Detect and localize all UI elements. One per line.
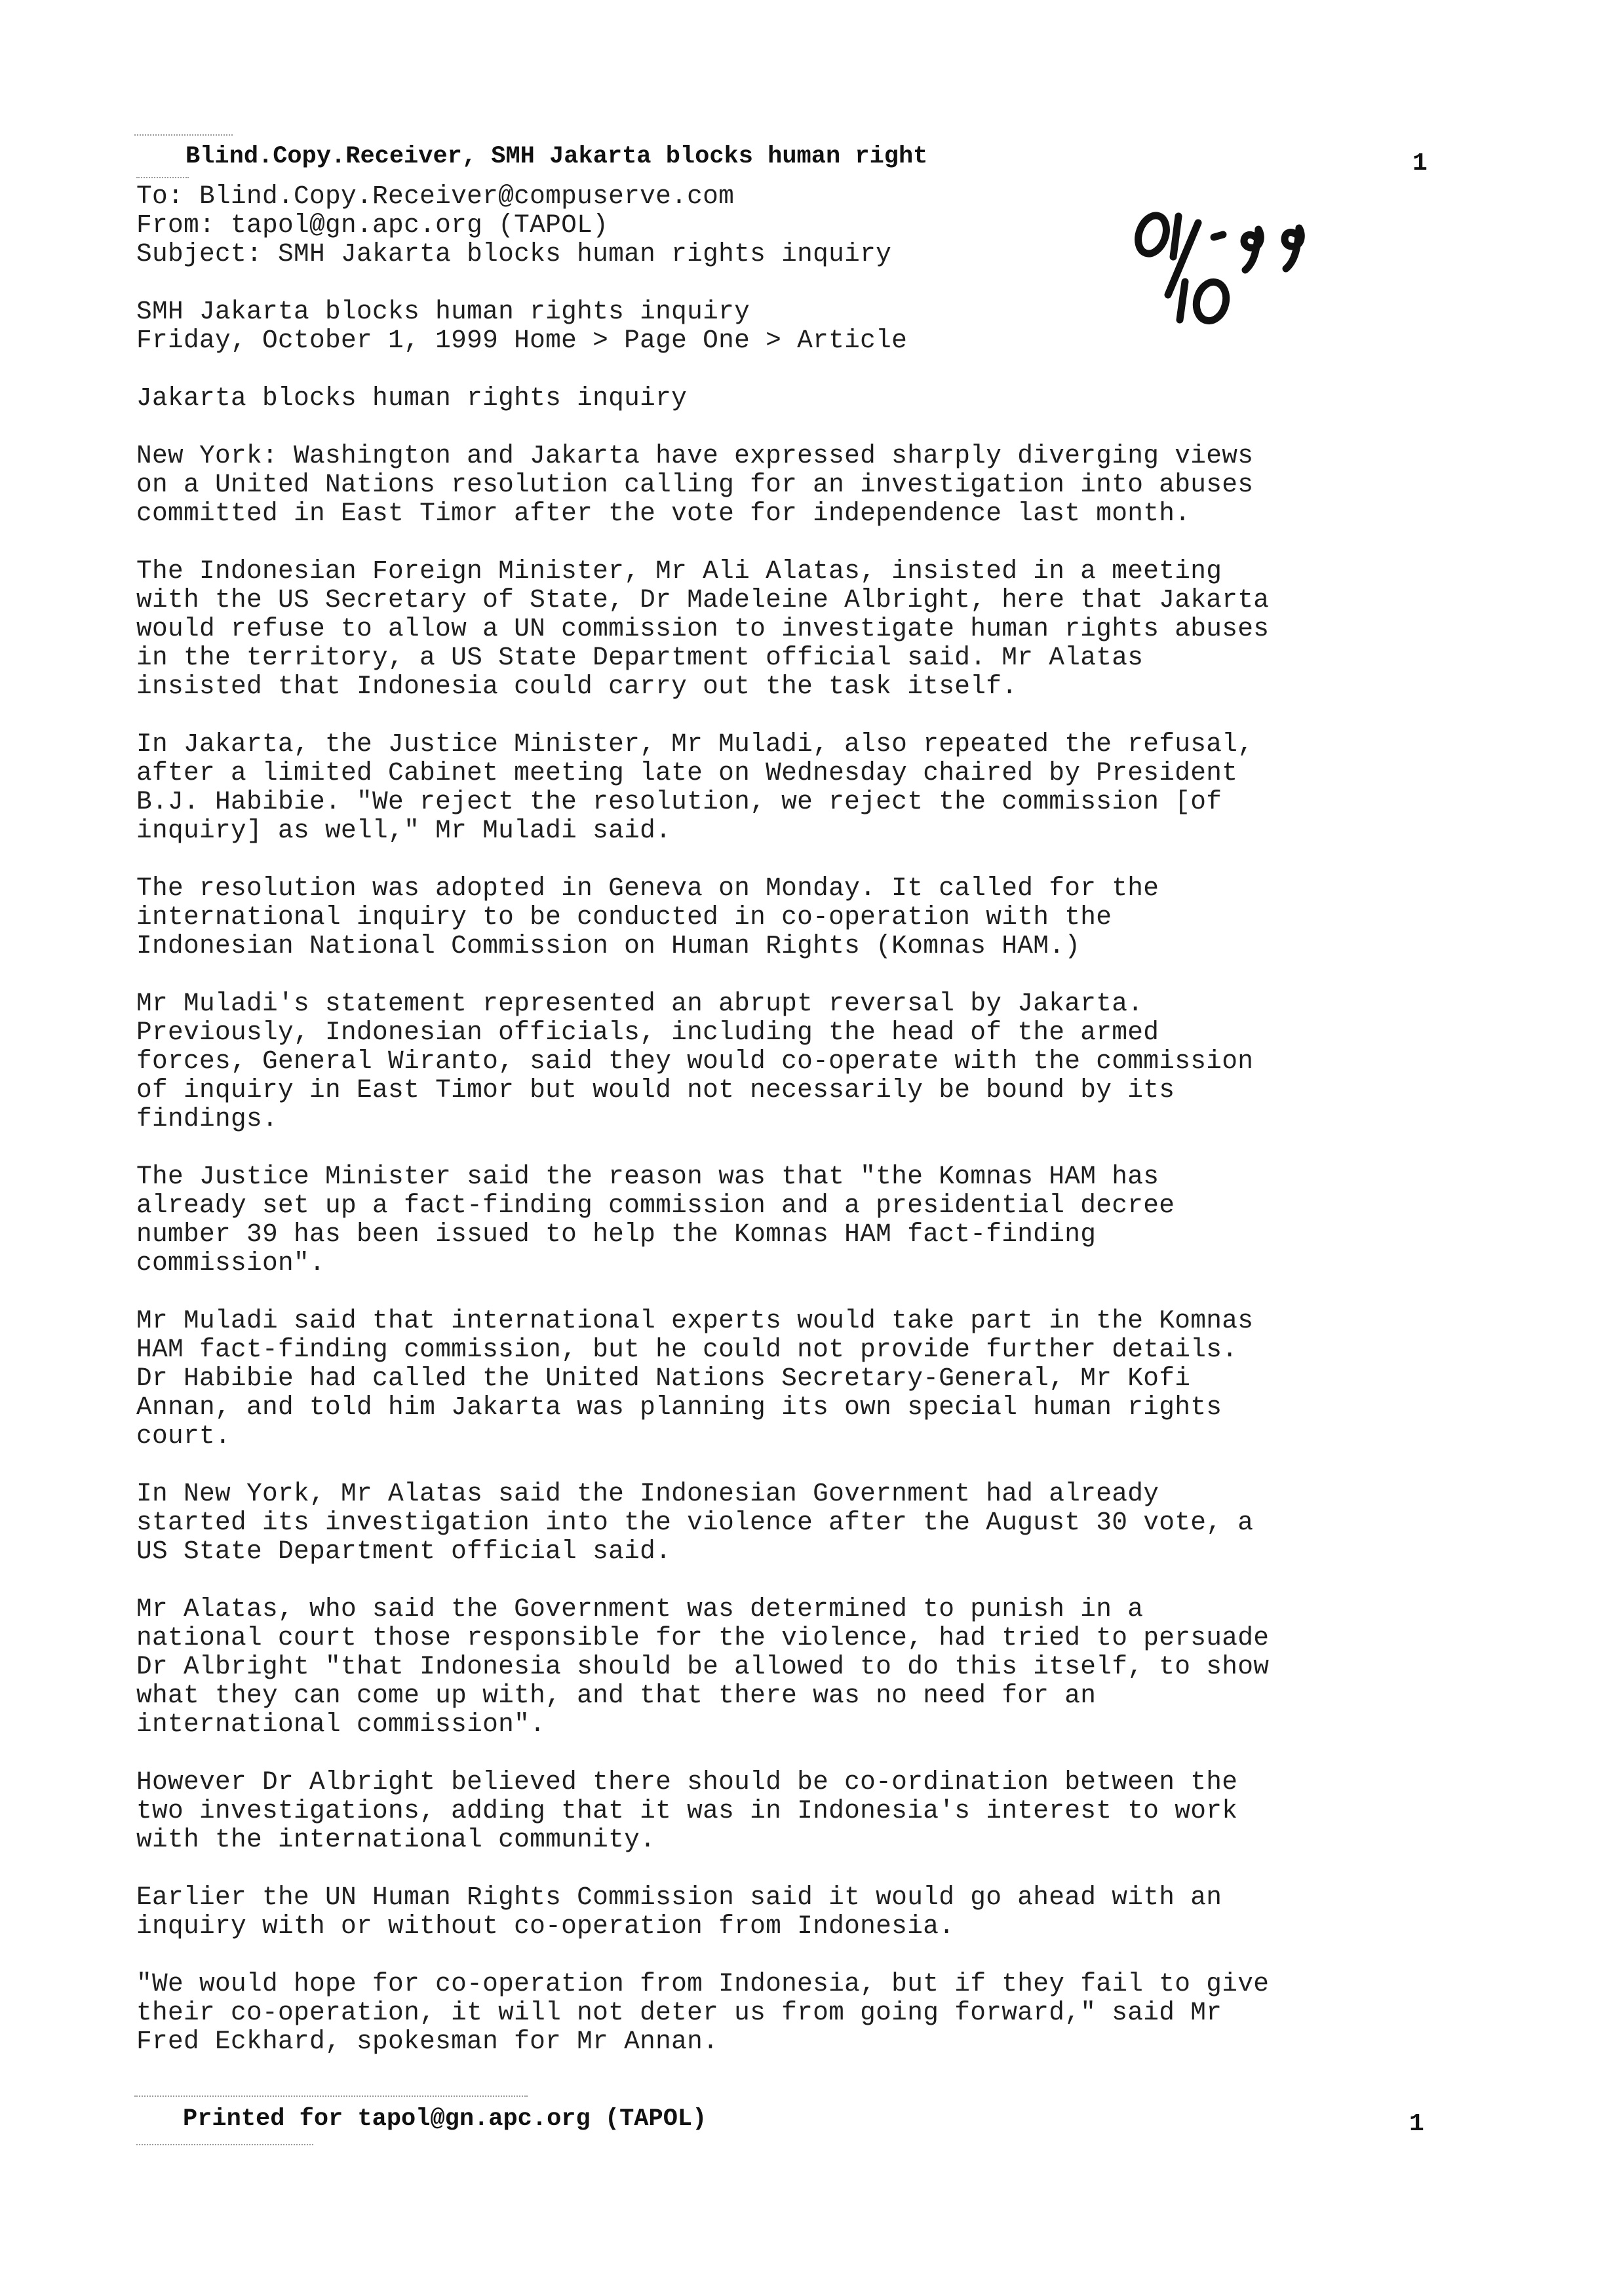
paragraph: New York: Washington and Jakarta have expressed sharply diverging views on a United Nations resolution calling for an investigation into abuses committed in East Timor after the vote for independence last month. [136,441,1254,528]
scan-artifact-bottom [134,2095,528,2097]
email-to: To: Blind.Copy.Receiver@compuserve.com [136,182,735,211]
paragraph: Mr Alatas, who said the Government was determined to punish in a national court those responsible for the violence, had tried to persuade Dr Albright "that Indonesia should be allowed to do this itself, to show what they can come up with, and that there was no need for an international commission". [136,1594,1270,1739]
paragraph: Mr Muladi said that international experts would take part in the Komnas HAM fact-finding commission, but he could not provide further details. Dr Habibie had called the United Nations Secretary-General, Mr Kofi Annan, and told him Jakarta was planning its own special human rights court. [136,1306,1254,1451]
scan-artifact-top [134,134,233,136]
paragraph: The Justice Minister said the reason was that "the Komnas HAM has already set up a fact-finding commission and a presidential decree number 39 has been issued to help the Komnas HAM fact-finding commission". [136,1162,1175,1278]
document-body [136,182,1342,2085]
paragraph: The Indonesian Foreign Minister, Mr Ali Alatas, insisted in a meeting with the US Secretary of State, Dr Madeleine Albright, here that Jakarta would refuse to allow a UN commission to investigate human rights abuses in the territory, a US State Department official said. Mr Alatas insisted that Indonesia could carry out the task itself. [136,556,1270,701]
article-headline: Jakarta blocks human rights inquiry [136,383,688,413]
page-number-top: 1 [1412,149,1428,178]
paragraph: "We would hope for co-operation from Indonesia, but if they fail to give their co-operation, it will not deter us from going forward," said Mr Fred Eckhard, spokesman for Mr Annan. [136,1969,1270,2056]
page-number-bottom: 1 [1409,2110,1424,2138]
scan-artifact-top-under [136,177,189,178]
printed-for-footer: Printed for tapol@gn.apc.org (TAPOL) [183,2105,707,2133]
page-header-title: Blind.Copy.Receiver, SMH Jakarta blocks human right [185,143,928,170]
article-date-line: Friday, October 1, 1999 Home > Page One > Article [136,326,908,355]
paragraph: Earlier the UN Human Rights Commission said it would go ahead with an inquiry with or without co-operation from Indonesia. [136,1883,1222,1941]
handwritten-date-note [1127,197,1324,334]
article-source-line: SMH Jakarta blocks human rights inquiry [136,297,750,326]
email-subject: Subject: SMH Jakarta blocks human rights inquiry [136,239,892,269]
scan-artifact-bottom-under [136,2144,313,2145]
email-from: From: tapol@gn.apc.org (TAPOL) [136,210,609,240]
paragraph: In Jakarta, the Justice Minister, Mr Muladi, also repeated the refusal, after a limited Cabinet meeting late on Wednesday chaired by President B.J. Habibie. "We reject the resolution, we reject the commission [of inquiry] as well," Mr Muladi said. [136,729,1254,845]
paragraph: However Dr Albright believed there should be co-ordination between the two investigations, adding that it was in Indonesia's interest to work with the international community. [136,1767,1238,1854]
paragraph: Mr Muladi's statement represented an abrupt reversal by Jakarta. Previously, Indonesian officials, including the head of the armed forces, General Wiranto, said they would co-operate with the commission of inquiry in East Timor but would not necessarily be bound by its findings. [136,989,1254,1134]
paragraph: The resolution was adopted in Geneva on Monday. It called for the international inquiry to be conducted in co-operation with the Indonesian National Commission on Human Rights (Komnas HAM.) [136,873,1159,961]
paragraph: In New York, Mr Alatas said the Indonesian Government had already started its investigation into the violence after the August 30 vote, a US State Department official said. [136,1479,1254,1566]
